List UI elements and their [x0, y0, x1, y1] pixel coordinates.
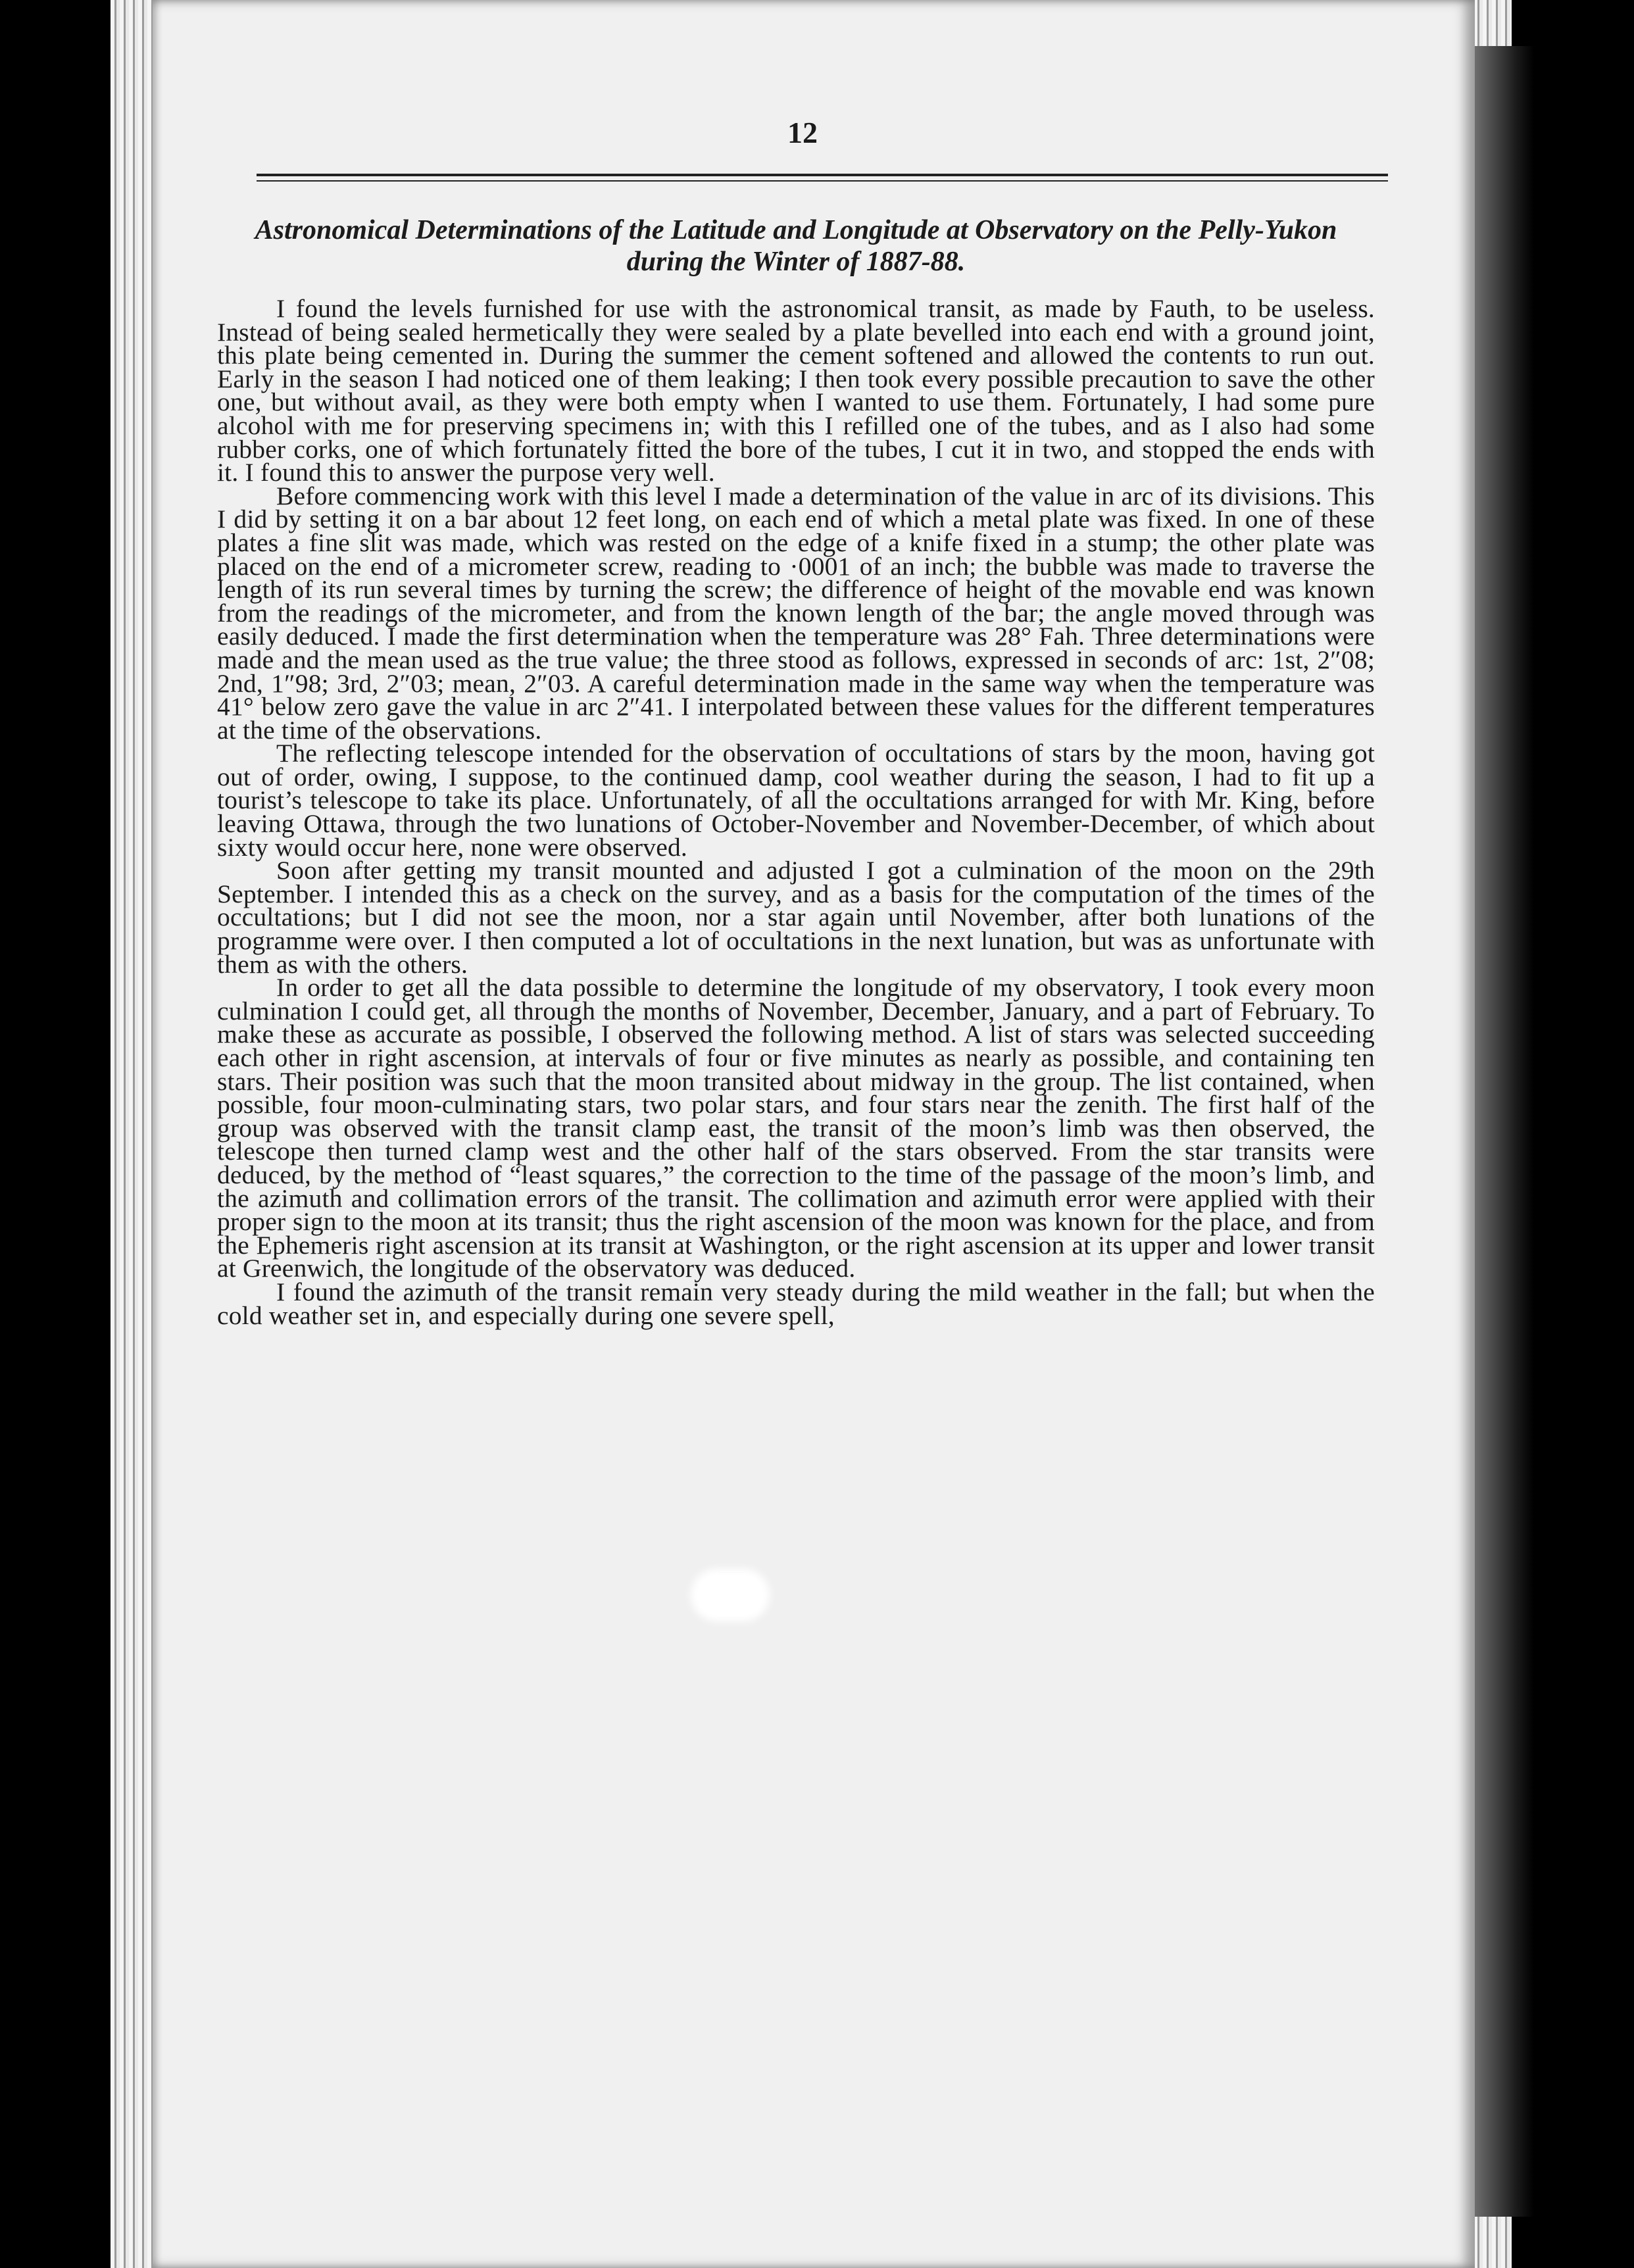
paragraph: I found the azimuth of the transit remain very steady during the mild weather in the fall; but when the cold weather set in, and especially during one severe spell,: [217, 1277, 1375, 1330]
section-title: Astronomical Determinations of the Latitude and Longitude at Observatory on the Pelly-Yukon during the Winter of 1887-88.: [255, 215, 1337, 277]
paragraph: Before commencing work with this level I made a determination of the value in arc of its divisions. This I did by setting it on a bar about 12 feet long, on each end of which a metal plate was fixed. In one of these plates a fine slit was made, which was rested on the edge of a knife fixed in a stump; the other plate was placed on the end of a micrometer screw, reading to ·0001 of an inch; the bubble was made to traverse the length of its run several times by turning the screw; the difference of height of the movable end was known from the readings of the micrometer, and from the known length of the bar; the angle moved through was easily deduced. I made the first determination when the temperature was 28° Fah. Three determinations were made and the mean used as the true value; the three stood as follows, expressed in seconds of arc: 1st, 2″08; 2nd, 1″98; 3rd, 2″03; mean, 2″03. A careful determination made in the same way when the temperature was 41° below zero gave the value in arc 2″41. I interpolated between these values for the different temperatures at the time of the observations.: [217, 481, 1375, 745]
page-number: 12: [787, 116, 818, 149]
paragraph: The reflecting telescope intended for the observation of occultations of stars by the moon, having got out of order, owing, I suppose, to the continued damp, cool weather during the season, I had to fit up a tourist’s telescope to take its place. Unfortunately, of all the occultations arranged for with Mr. King, before leaving Ottawa, through the two lunations of October-November and November-December, of which about sixty would occur here, none were observed.: [217, 739, 1375, 862]
paragraph: I found the levels furnished for use with the astronomical transit, as made by Fauth, to be useless. Instead of being sealed hermetically they were sealed by a plate bevelled into each end with a ground joint, this plate being cemented in. During the summer the cement softened and allowed the contents to run out. Early in the season I had noticed one of them leaking; I then took every possible precaution to save the other one, but without avail, as they were both empty when I wanted to use them. Fortunately, I had some pure alcohol with me for preserving specimens in; with this I refilled one of the tubes, and as I also had some rubber corks, one of which fortunately fitted the bore of the tubes, I cut it in two, and stopped the ends with it. I found this to answer the purpose very well.: [217, 294, 1375, 487]
page-content: [217, 115, 1375, 1330]
header-rule: [257, 174, 1388, 176]
paragraph: In order to get all the data possible to determine the longitude of my observatory, I took every moon culmination I could get, all through the months of November, December, January, and a part of February. To make these as accurate as possible, I observed the following method. A list of stars was selected succeeding each other in right ascension, at intervals of four or five minutes as nearly as possible, and containing ten stars. Their position was such that the moon transited about midway in the group. The list contained, when possible, four moon-culminating stars, two polar stars, and four stars near the zenith. The first half of the group was observed with the transit clamp east, the transit of the moon’s limb was then observed, the telescope then turned clamp west and the other half of the stars observed. From the star transits were deduced, by the method of “least squares,” the correction to the time of the passage of the moon’s limb, and the azimuth and collimation errors of the transit. The collimation and azimuth error were applied with their proper sign to the moon at its transit; thus the right ascension of the moon was known for the place, and from the Ephemeris right ascension at its transit at Washington, or the right ascension at its upper and lower transit at Greenwich, the longitude of the observatory was deduced.: [217, 973, 1375, 1283]
paragraph: Soon after getting my transit mounted and adjusted I got a culmination of the moon on the 29th September. I intended this as a check on the survey, and as a basis for the computation of the times of the occultations; but I did not see the moon, nor a star again until November, after both lunations of the programme were over. I then computed a lot of occultations in the next lunation, but was as unfortunate with them as with the others.: [217, 856, 1375, 979]
header-rule-thin: [257, 180, 1388, 182]
scan-blemish: [691, 1569, 770, 1621]
binding-shadow: [1475, 46, 1534, 2217]
